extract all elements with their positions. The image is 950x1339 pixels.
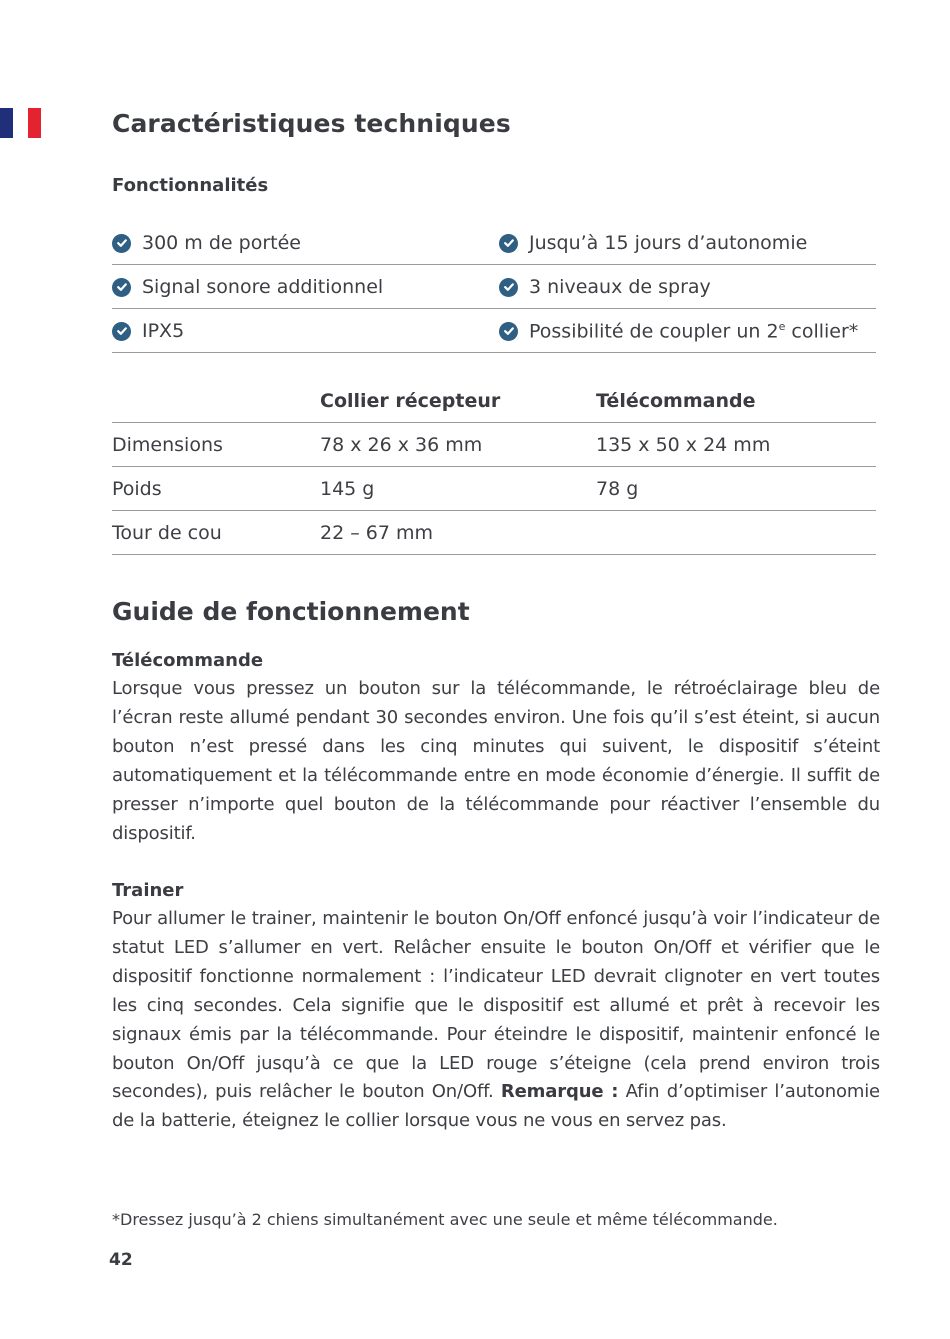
- note-text: Afin d’optimiser l’autonomie de la batterie, éteignez le collier lorsque vous ne vous en servez pas.: [112, 1081, 880, 1132]
- feature-item: [112, 310, 499, 352]
- check-circle-icon: [112, 278, 131, 297]
- feature-label: 300 m de portée: [142, 232, 301, 254]
- footnote: *Dressez jusqu’à 2 chiens simultanément avec une seule et même télécommande.: [112, 1210, 778, 1229]
- spec-collar-value: 78 x 26 x 36 mm: [320, 434, 483, 456]
- french-flag-icon: [0, 108, 41, 138]
- table-row: [112, 424, 876, 467]
- feature-label: Possibilité de coupler un 2e collier*: [529, 319, 859, 343]
- feature-item: [112, 222, 499, 264]
- feature-item: [499, 222, 876, 264]
- feature-label: Jusqu’à 15 jours d’autonomie: [529, 232, 808, 254]
- check-circle-icon: [112, 322, 131, 341]
- feature-item: [499, 310, 876, 352]
- check-circle-icon: [499, 322, 518, 341]
- flag-white-band: [13, 108, 28, 138]
- note-label: Remarque :: [500, 1081, 619, 1103]
- trainer-heading: Trainer: [112, 880, 184, 901]
- feature-item: [499, 266, 876, 308]
- specs-table: [112, 380, 876, 556]
- specs-header-row: [112, 380, 876, 423]
- trainer-paragraph: [112, 905, 880, 1136]
- page-title: Caractéristiques techniques: [112, 109, 511, 138]
- features-row: [112, 266, 876, 309]
- check-circle-icon: [499, 234, 518, 253]
- feature-label: 3 niveaux de spray: [529, 276, 711, 298]
- trainer-text: Pour allumer le trainer, maintenir le bouton On/Off enfoncé jusqu’à voir l’indicateur de statut LED s’allumer en vert. Relâcher ensuite le bouton On/Off et vérifier que le dispositif fonctionne normalement : l’indicateur LED devrait clignoter en vert toutes les cinq secondes. Cela signifie que le dispositif est allumé et prêt à recevoir les signaux émis par la télécommande. Pour éteindre le dispositif, maintenir enfoncé le bouton On/Off jusqu’à ce que la LED rouge s’éteigne (cela prend environ trois secondes), puis relâcher le bouton On/Off.: [112, 908, 880, 1103]
- feature-label: IPX5: [142, 320, 185, 342]
- spec-label: Tour de cou: [112, 522, 222, 544]
- remote-heading: Télécommande: [112, 650, 264, 671]
- features-table: [112, 222, 876, 354]
- specs-header-collar: Collier récepteur: [320, 390, 501, 412]
- spec-label: Dimensions: [112, 434, 223, 456]
- features-heading: Fonctionnalités: [112, 175, 269, 196]
- features-row: [112, 310, 876, 353]
- spec-collar-value: 145 g: [320, 478, 375, 500]
- features-row: [112, 222, 876, 265]
- spec-label: Poids: [112, 478, 162, 500]
- page-number: 42: [109, 1250, 133, 1270]
- table-row: [112, 468, 876, 511]
- spec-remote-value: 135 x 50 x 24 mm: [596, 434, 771, 456]
- flag-blue-band: [0, 108, 13, 138]
- feature-label: Signal sonore additionnel: [142, 276, 384, 298]
- remote-section: [112, 646, 880, 848]
- feature-item: [112, 266, 499, 308]
- spec-remote-value: 78 g: [596, 478, 639, 500]
- check-circle-icon: [499, 278, 518, 297]
- flag-red-band: [28, 108, 41, 138]
- remote-paragraph: Lorsque vous pressez un bouton sur la télécommande, le rétroéclairage bleu de l’écran reste allumé pendant 30 secondes environ. Une fois qu’il s’est éteint, si aucun bouton n’est pressé dans les cinq minutes qui suivent, le dispositif s’éteint automatiquement et la télécommande entre en mode économie d’énergie. Il suffit de presser n’importe quel bouton de la télécommande pour réactiver l’ensemble du dispositif.: [112, 678, 880, 844]
- check-circle-icon: [112, 234, 131, 253]
- trainer-section: [112, 876, 880, 1136]
- guide-title: Guide de fonctionnement: [112, 597, 470, 626]
- spec-collar-value: 22 – 67 mm: [320, 522, 433, 544]
- table-row: [112, 512, 876, 555]
- specs-header-remote: Télécommande: [596, 390, 756, 412]
